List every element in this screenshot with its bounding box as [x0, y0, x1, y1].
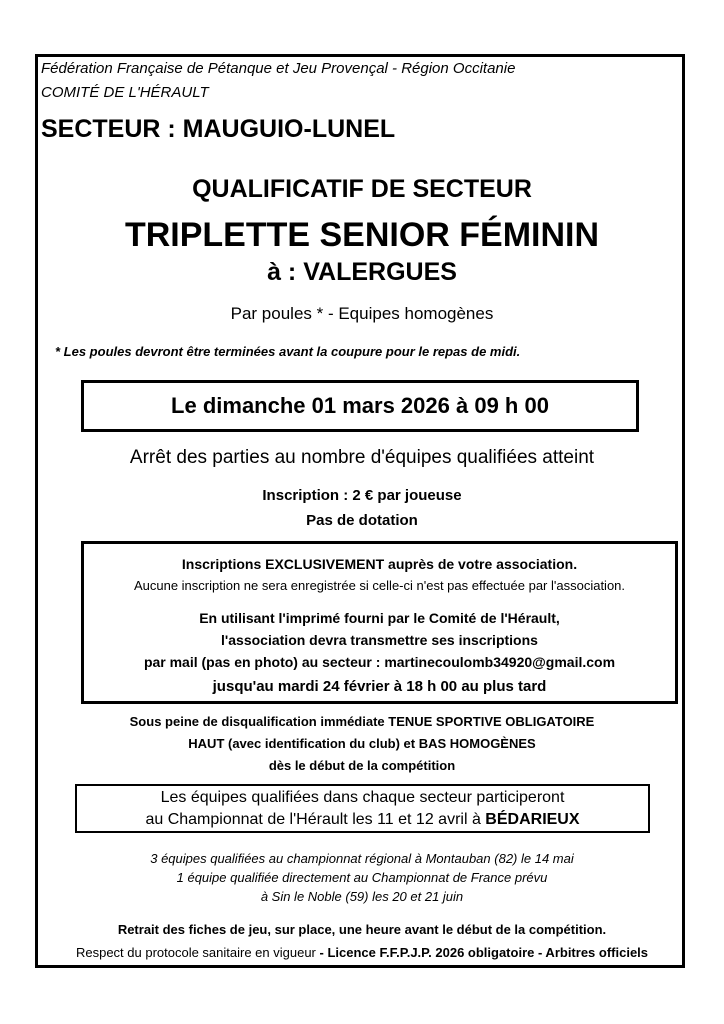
registration-email: par mail (pas en photo) au secteur : martinecoulomb34920@gmail.com: [143, 654, 616, 670]
event-title: TRIPLETTE SENIOR FÉMININ: [124, 216, 600, 254]
championship-place: BÉDARIEUX: [485, 811, 580, 828]
qualification-regional: 3 équipes qualifiées au championnat régional à Montauban (82) le 14 mai: [150, 851, 574, 866]
footer-protocol: Respect du protocole sanitaire en vigueur: [75, 945, 316, 960]
game-sheet-retrieval: Retrait des fiches de jeu, sur place, une heure avant le début de la compétition.: [117, 922, 607, 937]
footer-license: - Licence F.F.P.J.P. 2026 obligatoire - Arbitres officiels: [315, 945, 649, 960]
dress-code-line1: Sous peine de disqualification immédiate TENUE SPORTIVE OBLIGATOIRE: [129, 714, 595, 729]
championship-line1: Les équipes qualifiées dans chaque secteur participeront: [160, 789, 565, 806]
qualification-location: à Sin le Noble (59) les 20 et 21 juin: [260, 889, 464, 904]
registration-transmit: l'association devra transmettre ses inscriptions: [221, 632, 538, 648]
registration-box: [81, 541, 678, 704]
date-box: [81, 380, 639, 432]
committee-name: COMITÉ DE L'HÉRAULT: [41, 84, 209, 101]
registration-warning: Aucune inscription ne sera enregistrée si celle-ci n'est pas effectuée par l'association.: [133, 578, 626, 593]
registration-exclusive: Inscriptions EXCLUSIVEMENT auprès de votre association.: [181, 556, 578, 572]
championship-box: [75, 784, 650, 833]
qualification-france: 1 équipe qualifiée directement au Championnat de France prévu: [176, 870, 548, 885]
footer-line: [0, 945, 724, 960]
footnote: * Les poules devront être terminées avant la coupure pour le repas de midi.: [55, 344, 521, 359]
dress-code-line2: HAUT (avec identification du club) et BAS HOMOGÈNES: [188, 736, 536, 751]
federation-name: Fédération Française de Pétanque et Jeu Provençal - Région Occitanie: [41, 60, 516, 77]
event-type: QUALIFICATIF DE SECTEUR: [192, 175, 532, 203]
event-location: à : VALERGUES: [267, 258, 457, 286]
dress-code-line3: dès le début de la compétition: [268, 758, 456, 773]
registration-deadline: jusqu'au mardi 24 février à 18 h 00 au plus tard: [212, 678, 547, 695]
championship-line2: [77, 811, 648, 829]
stop-rule: Arrêt des parties au nombre d'équipes qualifiées atteint: [129, 447, 595, 468]
registration-form-info: En utilisant l'imprimé fourni par le Comité de l'Hérault,: [199, 610, 560, 626]
sector-title: SECTEUR : MAUGUIO-LUNEL: [41, 115, 396, 143]
event-format: Par poules * - Equipes homogènes: [230, 304, 494, 323]
championship-dates: au Championnat de l'Hérault les 11 et 12 avril à: [145, 811, 486, 828]
registration-fee: Inscription : 2 € par joueuse: [262, 487, 462, 504]
prize-info: Pas de dotation: [306, 512, 418, 529]
event-date: Le dimanche 01 mars 2026 à 09 h 00: [171, 393, 549, 418]
